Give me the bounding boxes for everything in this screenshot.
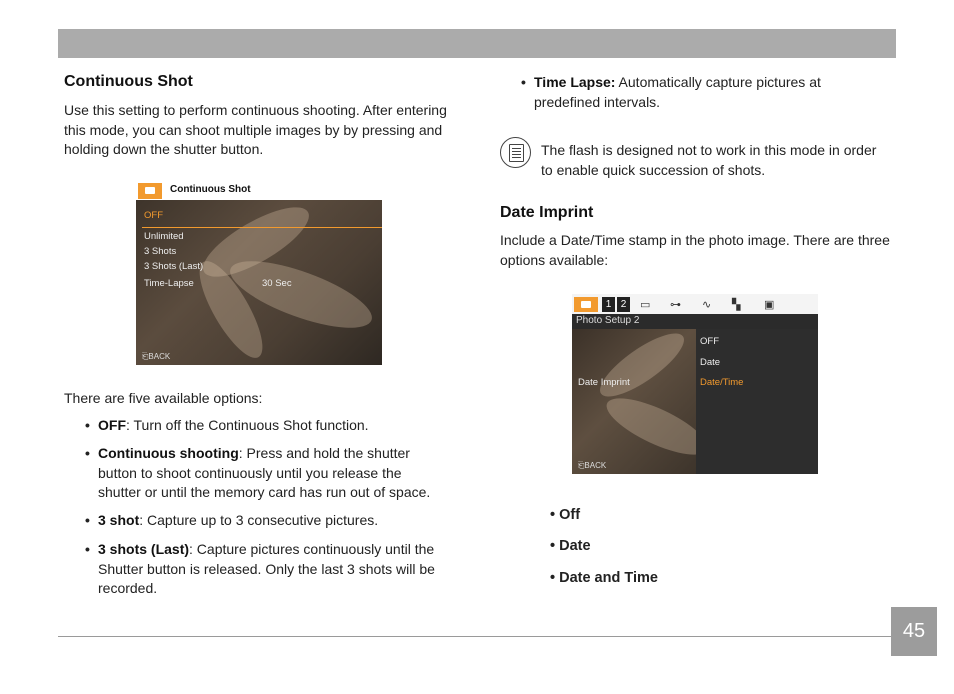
tab-2: 2 [617,297,630,312]
camera-icon [574,297,598,312]
flash-note: The flash is designed not to work in this mode in order to enable quick succession of shots. [541,142,877,178]
date-imprint-intro: Include a Date/Time stamp in the photo image. There are three options available: [500,232,890,268]
tab-1: 1 [602,297,615,312]
header-bar [58,29,896,58]
wave-icon: ∿ [702,299,712,311]
list-item: • Continuous shooting: Press and hold the shutter button to shoot continuously until you release the shutter or until the memory card has run out of space. [85,445,431,500]
back-label: ⎗BACK [578,461,607,470]
menu-option-3-shots-last: 3 Shots (Last) [144,261,204,272]
display-icon: ▚ [732,299,741,311]
menu-option-off: OFF [700,336,719,347]
options-intro: There are five available options: [64,390,263,406]
page-number: 45 [891,607,937,656]
menu-option-date: Date [700,357,721,368]
camera-icon [138,183,162,199]
date-imprint-screen [572,294,818,474]
menu-option-unlimited: Unlimited [144,231,184,242]
list-item: • Off [550,507,581,523]
list-item: • 3 shot: Capture up to 3 consecutive pictures. [85,512,379,528]
date-imprint-label: Date Imprint [578,377,630,388]
screen-tab-bar [572,294,818,314]
intro-line: Use this setting to perform continuous shooting. After entering [64,102,447,118]
menu-option-3-shots: 3 Shots [144,246,177,257]
continuous-shot-heading: Continuous Shot [64,73,193,90]
list-item: • 3 shots (Last): Capture pictures continuously until the Shutter button is released. Only the last 3 shots will be recorded. [85,541,435,596]
date-imprint-heading: Date Imprint [500,204,594,221]
menu-option-date-time: Date/Time [700,377,744,388]
selection-line [142,227,382,228]
footer-rule [58,636,891,637]
screen-title: Continuous Shot [170,184,251,195]
continuous-shot-intro [64,101,447,160]
screen-title-bar [136,182,382,200]
menu-option-off: OFF [144,210,163,221]
image-icon: ▣ [764,299,775,311]
screen-subtitle: Photo Setup 2 [576,315,640,326]
time-lapse-value: 30 Sec [262,278,292,289]
list-item: • Date and Time [550,570,658,586]
key-icon: ⊶ [670,299,681,311]
list-item: • OFF: Turn off the Continuous Shot function. [85,417,369,433]
screen-photo-area [572,329,696,474]
screen-subtitle-bar [572,314,818,329]
screen-options-area [696,329,818,474]
intro-line: holding down the shutter button. [64,141,264,157]
menu-option-time-lapse: Time-Lapse [144,278,194,289]
battery-icon: ▭ [640,299,651,311]
intro-line: this mode, you can shoot multiple images by by pressing and [64,121,443,138]
note-icon [500,137,531,168]
list-item: • Date [550,538,591,554]
list-item: • Time Lapse: Automatically capture pictures at predefined intervals. [521,74,821,110]
back-label: ⎗BACK [142,352,171,361]
continuous-shot-screen [136,182,382,365]
